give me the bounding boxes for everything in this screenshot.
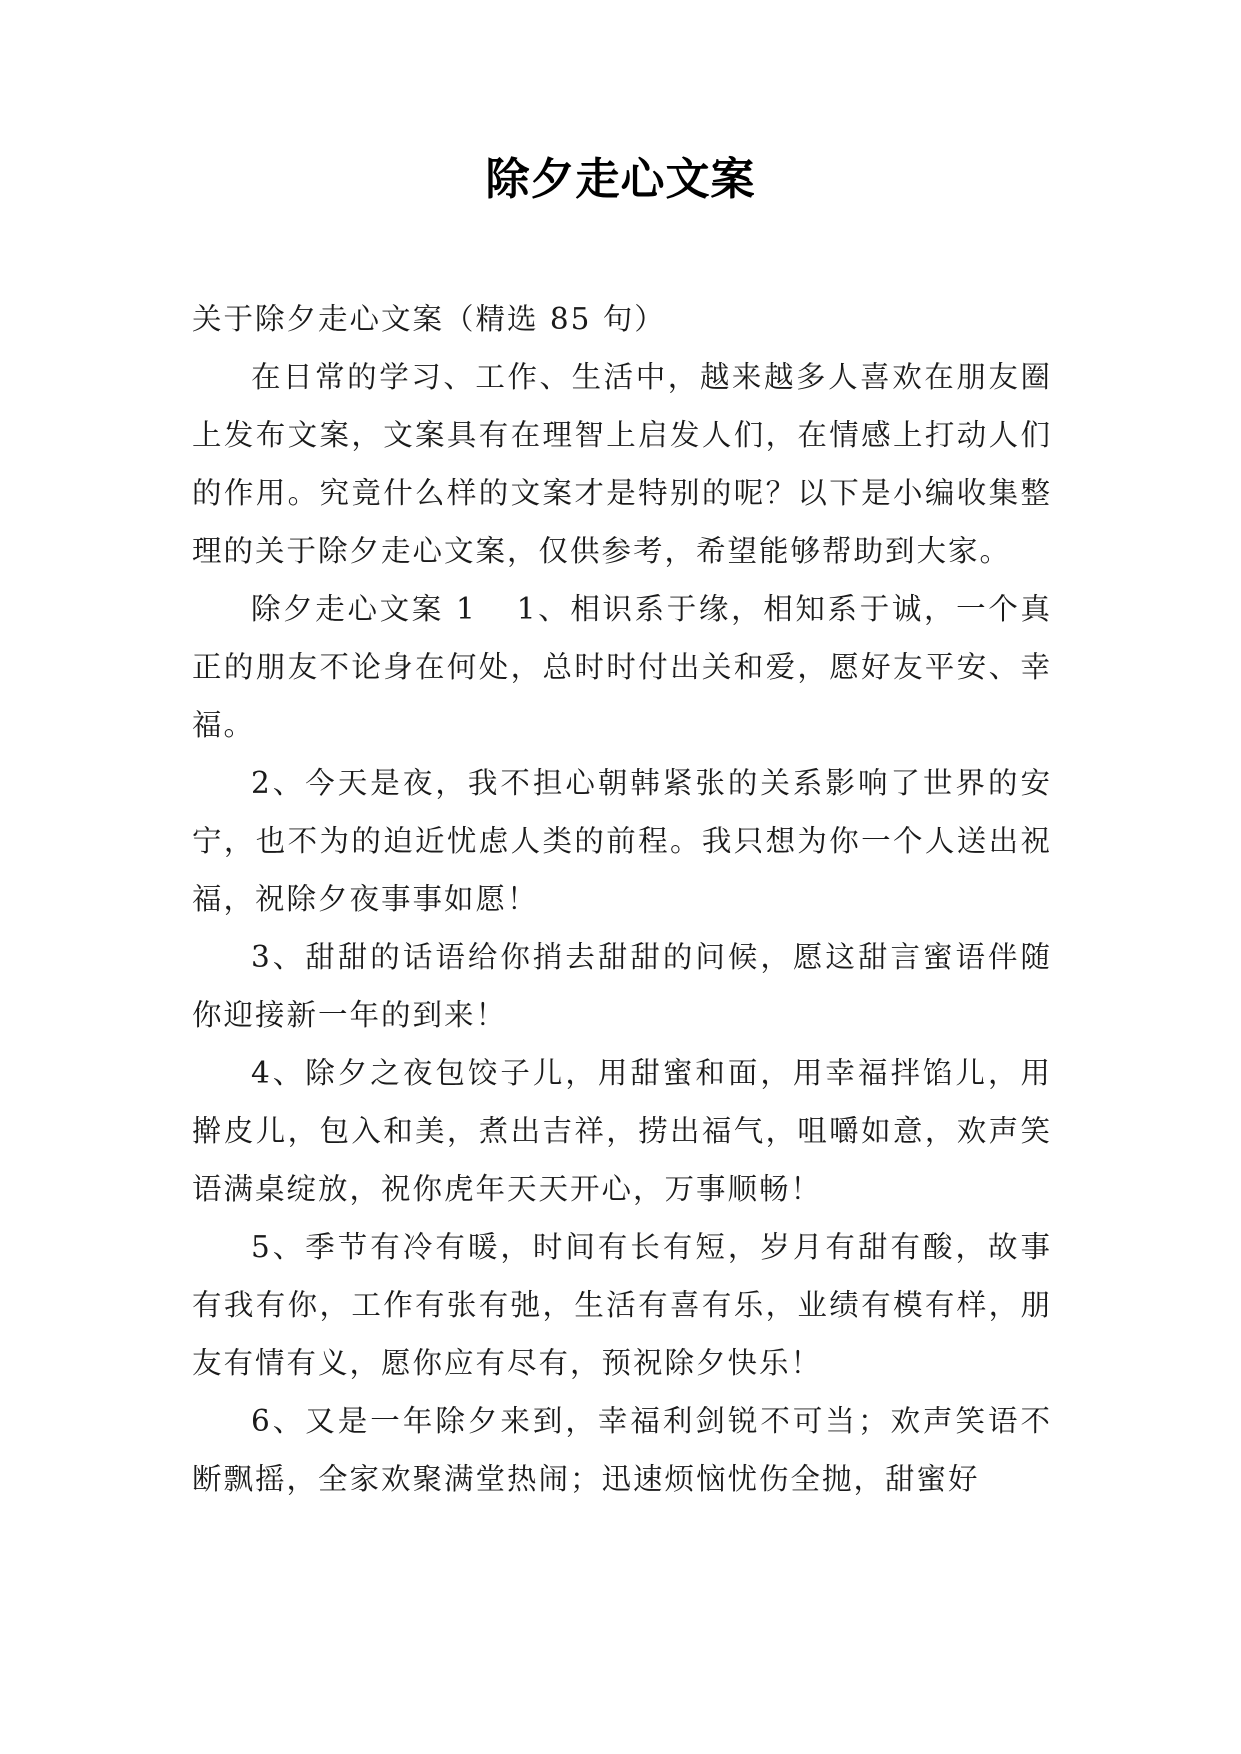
wish-item-3: 3、甜甜的话语给你捎去甜甜的问候，愿这甜言蜜语伴随你迎接新一年的到来！ — [192, 940, 1052, 1032]
section-paragraph-1 — [192, 580, 1052, 754]
document-subtitle: 关于除夕走心文案（精选 85 句） — [192, 302, 666, 336]
wish-item-6: 6、又是一年除夕来到，幸福利剑锐不可当；欢声笑语不断飘摇，全家欢聚满堂热闹；迅速烦恼忧伤全抛，甜蜜好 — [192, 1404, 1052, 1496]
intro-paragraph: 在日常的学习、工作、生活中，越来越多人喜欢在朋友圈上发布文案，文案具有在理智上启发人们，在情感上打动人们的作用。究竟什么样的文案才是特别的呢？以下是小编收集整理的关于除夕走心文案，仅供参考，希望能够帮助到大家。 — [192, 360, 1052, 568]
wish-item-5: 5、季节有冷有暖，时间有长有短，岁月有甜有酸，故事有我有你，工作有张有弛，生活有喜有乐，业绩有模有样，朋友有情有义，愿你应有尽有，预祝除夕快乐！ — [192, 1230, 1052, 1380]
document-title: 除夕走心文案 — [485, 154, 756, 205]
section-heading: 除夕走心文案 1 — [251, 592, 477, 626]
wish-item-1: 1、相识系于缘，相知系于诚，一个真正的朋友不论身在何处，总时时付出关和爱，愿好友平安、幸福。 — [192, 592, 1052, 742]
wish-item-4: 4、除夕之夜包饺子儿，用甜蜜和面，用幸福拌馅儿，用擀皮儿，包入和美，煮出吉祥，捞出福气，咀嚼如意，欢声笑语满桌绽放，祝你虎年天天开心，万事顺畅！ — [192, 1056, 1052, 1206]
wish-item-2: 2、今天是夜，我不担心朝韩紧张的关系影响了世界的安宁，也不为的迫近忧虑人类的前程。我只想为你一个人送出祝福，祝除夕夜事事如愿！ — [192, 766, 1052, 916]
document-body — [192, 290, 1052, 1508]
